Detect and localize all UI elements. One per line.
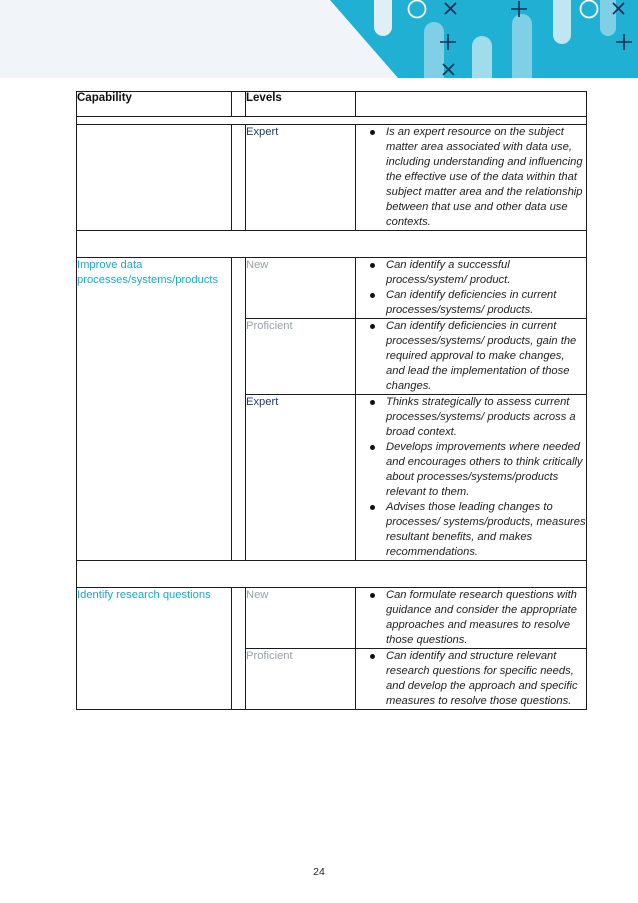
bullet-item: Can identify a successful process/system/ product. (356, 258, 586, 288)
level-expert: Expert (246, 125, 356, 231)
capability-cell-empty (77, 125, 232, 231)
header-description (356, 92, 587, 117)
page-number: 24 (313, 866, 325, 878)
level-new: New (246, 588, 356, 649)
level-description (356, 588, 587, 649)
bullet-item: Can identify deficiencies in current processes/systems/ products, gain the required approval to make changes, and lead the implementation of those changes. (356, 319, 586, 394)
level-description (356, 649, 587, 710)
bullet-item: Can identify and structure relevant research questions for specific needs, and develop the approach and specific measures to resolve those questions. (356, 649, 586, 709)
level-new: New (246, 258, 356, 319)
spacer-row (77, 117, 587, 125)
spacer-row (77, 561, 587, 588)
level-description (356, 125, 587, 231)
spacer-row (77, 231, 587, 258)
bullet-item: Is an expert resource on the subject matter area associated with data use, including understanding and influencing the effective use of the data within that subject matter area and the relationship between that use and other data use contexts. (356, 125, 586, 230)
header-spacer (232, 92, 246, 117)
table-header-row (77, 92, 587, 117)
level-expert: Expert (246, 395, 356, 561)
table-row (77, 588, 587, 649)
capability-improve-data: Improve data processes/systems/products (77, 258, 232, 561)
level-description (356, 395, 587, 561)
header-levels: Levels (246, 92, 356, 117)
level-description (356, 319, 587, 395)
level-proficient: Proficient (246, 319, 356, 395)
header-capability: Capability (77, 92, 232, 117)
bullet-item: Thinks strategically to assess current processes/systems/ products across a broad context. (356, 395, 586, 440)
bullet-item: Develops improvements where needed and encourages others to think critically about processes/systems/products relevant to them. (356, 440, 586, 500)
level-description (356, 258, 587, 319)
bullet-item: Can formulate research questions with guidance and consider the appropriate approaches and measures to resolve those questions. (356, 588, 586, 648)
bullet-item: Can identify deficiencies in current processes/systems/ products. (356, 288, 586, 318)
level-proficient: Proficient (246, 649, 356, 710)
capability-table (76, 91, 587, 710)
bullet-item: Advises those leading changes to processes/ systems/products, measures resultant benefits, and makes recommendations. (356, 500, 586, 560)
table-row (77, 258, 587, 319)
table-row (77, 125, 587, 231)
capability-research-questions: Identify research questions (77, 588, 232, 710)
header-graphic (0, 0, 638, 78)
